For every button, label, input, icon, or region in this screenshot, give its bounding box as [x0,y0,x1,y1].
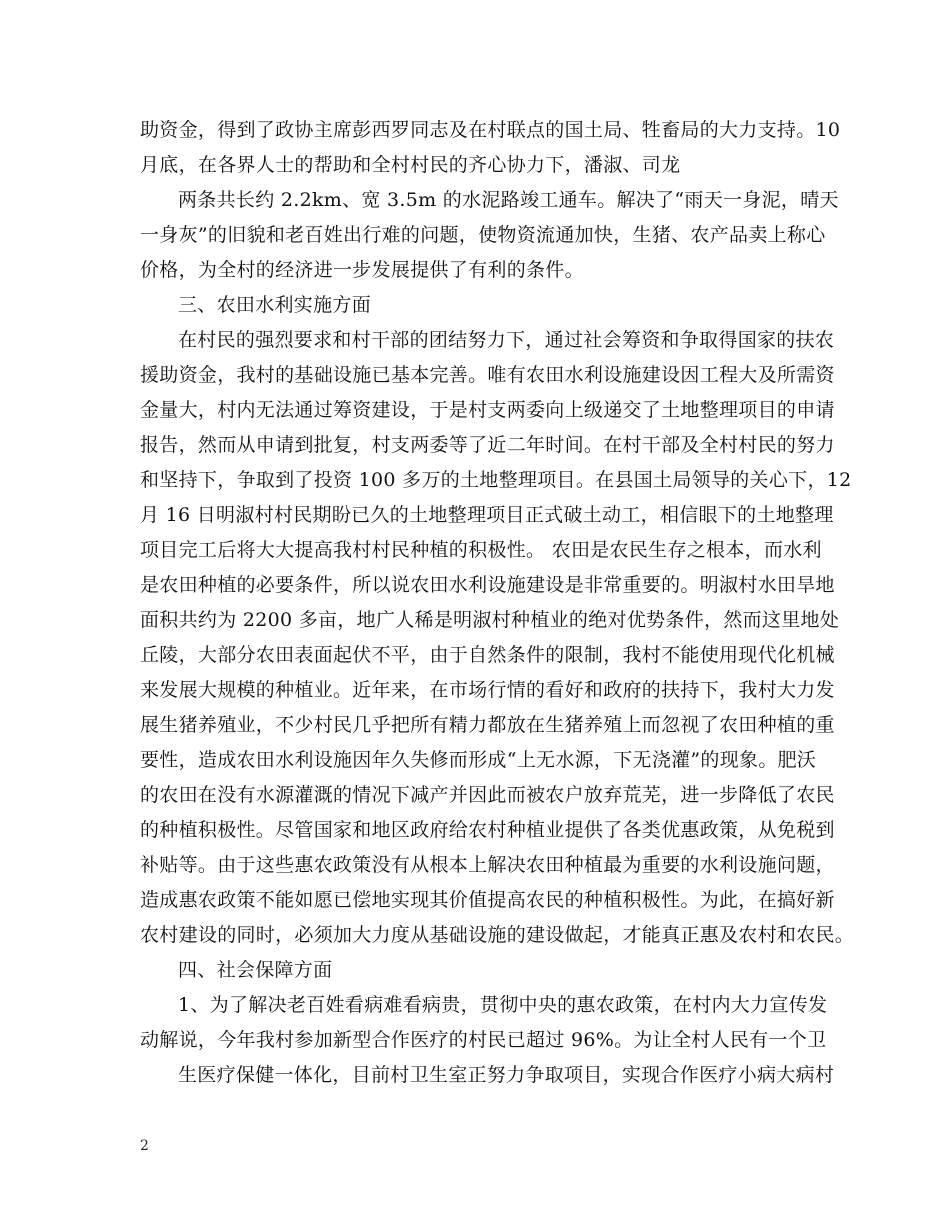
text-line: 生医疗保健一体化，目前村卫生室正努力争取项目，实现合作医疗小病大病村 [178,1064,835,1086]
text-line: 金量大，村内无法通过筹资建设，于是村支两委向上级递交了土地整理项目的申请 [140,399,835,421]
text-line: 和坚持下，争取到了投资 100 多万的土地整理项目。在县国土局领导的关心下，12 [140,469,852,491]
text-line: 丘陵，大部分农田表面起伏不平，由于自然条件的限制，我村不能使用现代化机械 [140,644,835,666]
text-line: 一身灰”的旧貌和老百姓出行难的问题，使物资流通加快，生猪、农产品卖上称心 [140,224,826,246]
text-line: 在村民的强烈要求和村干部的团结努力下，通过社会筹资和争取得国家的扶农 [178,329,835,351]
text-line: 补贴等。由于这些惠农政策没有从根本上解决农田种植最为重要的水利设施问题， [140,854,835,876]
text-line: 项目完工后将大大提高我村村民种植的积极性。 农田是农民生存之根本，而水利 [140,539,822,561]
text-line: 动解说，今年我村参加新型合作医疗的村民已超过 96%。为让全村人民有一个卫 [140,1029,827,1051]
text-line: 展生猪养殖业，不少村民几乎把所有精力都放在生猪养殖上而忽视了农田种植的重 [140,714,835,736]
text-line: 面积共约为 2200 多亩，地广人稀是明淑村种植业的绝对优势条件，然而这里地处 [140,609,840,631]
section-heading: 四、社会保障方面 [178,959,333,981]
text-line: 月底，在各界人士的帮助和全村村民的齐心协力下，潘淑、司龙 [140,154,681,176]
text-line: 的农田在没有水源灌溉的情况下减产并因此而被农户放弃荒芜，进一步降低了农民 [140,784,835,806]
text-line: 1、为了解决老百姓看病难看病贵，贯彻中央的惠农政策，在村内大力宣传发 [178,994,828,1016]
text-line: 的种植积极性。尽管国家和地区政府给农村种植业提供了各类优惠政策，从免税到 [140,819,835,841]
section-heading: 三、农田水利实施方面 [178,294,372,316]
text-line: 是农田种植的必要条件，所以说农田水利设施建设是非常重要的。明淑村水田旱地 [140,574,835,596]
text-line: 月 16 日明淑村村民期盼已久的土地整理项目正式破土动工，相信眼下的土地整理 [140,504,834,526]
text-line: 助资金，得到了政协主席彭西罗同志及在村联点的国土局、牲畜局的大力支持。10 [140,119,841,141]
text-line: 援助资金，我村的基础设施已基本完善。唯有农田水利设施建设因工程大及所需资 [140,364,835,386]
text-line: 来发展大规模的种植业。近年来，在市场行情的看好和政府的扶持下，我村大力发 [140,679,835,701]
text-line: 农村建设的同时，必须加大力度从基础设施的建设做起，才能真正惠及农村和农民。 [140,924,855,946]
text-line: 价格，为全村的经济进一步发展提供了有利的条件。 [140,259,584,281]
text-line: 造成惠农政策不能如愿已偿地实现其价值提高农民的种植积极性。为此，在搞好新 [140,889,835,911]
text-line: 要性，造成农田水利设施因年久失修而形成“上无水源，下无浇灌”的现象。肥沃 [140,749,817,771]
text-line: 报告，然而从申请到批复，村支两委等了近二年时间。在村干部及全村村民的努力 [140,434,835,456]
text-line: 两条共长约 2.2km、宽 3.5m 的水泥路竣工通车。解决了“雨天一身泥，晴天 [178,189,839,211]
page-number: 2 [140,1138,149,1154]
